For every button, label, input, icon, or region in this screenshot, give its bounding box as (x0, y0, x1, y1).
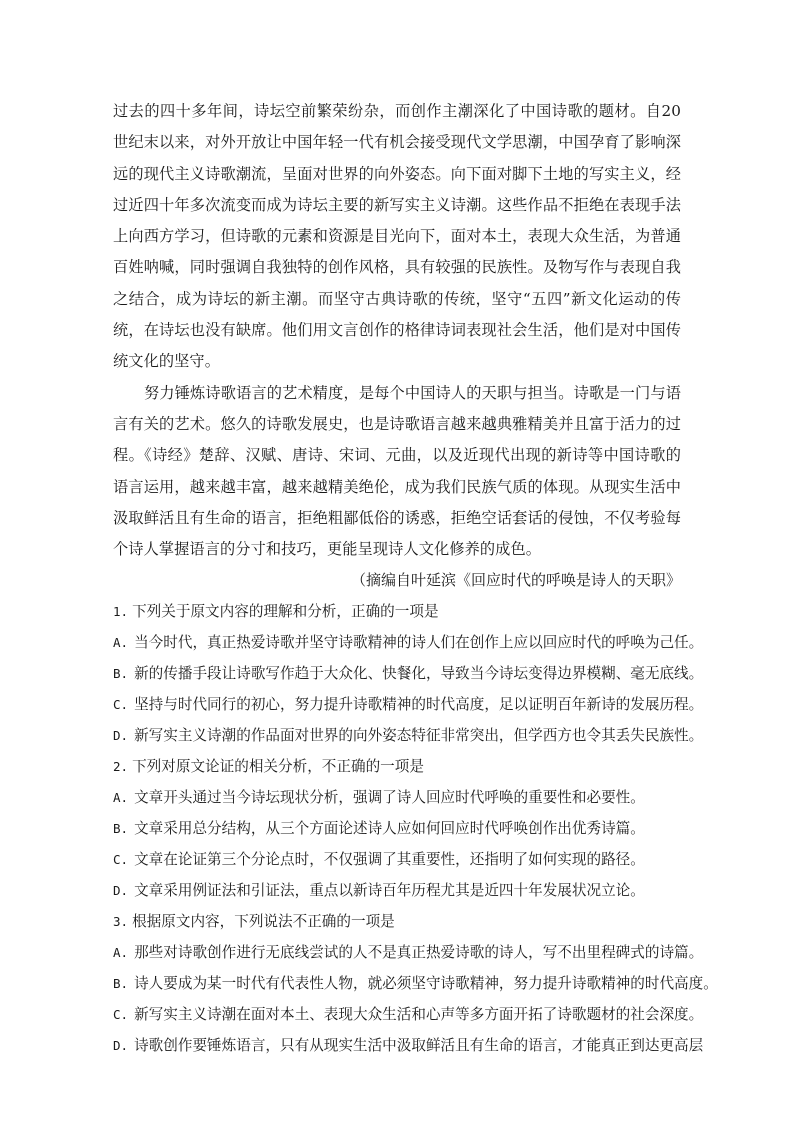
option-key: C. (113, 697, 129, 713)
passage-paragraph-2: 努力锤炼诗歌语言的艺术精度，是每个中国诗人的天职与担当。诗歌是一门与语言有关的艺术。悠久的诗歌发展史，也是诗歌语言越来越典雅精美并且富于活力的过程。《诗经》楚辞、汉赋、唐诗、宋词、元曲，以及近现代出现的新诗等中国诗歌的语言运用，越来越丰富，越来越精美绝伦，成为我们民族气质的体现。从现实生活中汲取鲜活且有生命的语言，拒绝粗鄙低俗的诱惑，拒绝空话套话的侵蚀，不仅考验每个诗人掌握语言的分寸和技巧，更能呈现诗人文化修养的成色。 (113, 383, 681, 559)
option-text: 文章在论证第三个分论点时，不仅强调了其重要性，还指明了如何实现的路径。 (134, 851, 645, 869)
question-number: 1. (113, 604, 129, 620)
question-stem (113, 906, 681, 937)
question-2 (113, 751, 681, 906)
question-text: 下列对原文论证的相关分析，不正确的一项是 (132, 758, 424, 776)
option-key: D. (113, 883, 129, 899)
option-a (113, 782, 681, 813)
option-text: 新的传播手段让诗歌写作趋于大众化、快餐化，导致当今诗坛变得边界模糊、毫无底线。 (134, 665, 704, 683)
question-number: 2. (113, 759, 129, 775)
option-text: 文章开头通过当今诗坛现状分析，强调了诗人回应时代呼唤的重要性和必要性。 (134, 789, 645, 807)
option-d (113, 1030, 704, 1061)
option-text: 诗歌创作要锤炼语言，只有从现实生活中汲取鲜活且有生命的语言，才能真正到达更高层 (134, 1037, 704, 1055)
option-key: A. (113, 945, 129, 961)
question-text: 根据原文内容，下列说法不正确的一项是 (132, 913, 395, 931)
option-text: 那些对诗歌创作进行无底线尝试的人不是真正热爱诗歌的诗人，写不出里程碑式的诗篇。 (134, 944, 704, 962)
passage-paragraph-1: 过去的四十多年间，诗坛空前繁荣纷杂，而创作主潮深化了中国诗歌的题材。自20世纪末以来，对外开放让中国年轻一代有机会接受现代文学思潮，中国孕育了影响深远的现代主义诗歌潮流，呈面对世界的向外姿态。向下面对脚下土地的写实主义，经过近四十年多次流变而成为诗坛主要的新写实主义诗潮。这些作品不拒绝在表现手法上向西方学习，但诗歌的元素和资源是目光向下，面对本土，表现大众生活，为普通百姓呐喊，同时强调自我独特的创作风格，具有较强的民族性。及物写作与表现自我之结合，成为诗坛的新主潮。而坚守古典诗歌的传统，坚守“五四”新文化运动的传统，在诗坛也没有缺席。他们用文言创作的格律诗词表现社会生活，他们是对中国传统文化的坚守。 (113, 102, 681, 371)
option-key: B. (113, 821, 129, 837)
question-3 (113, 906, 718, 1061)
option-text: 新写实主义诗潮在面对本土、表现大众生活和心声等多方面开拓了诗歌题材的社会深度。 (134, 1006, 704, 1024)
option-text: 文章采用例证法和引证法，重点以新诗百年历程尤其是近四十年发展状况立论。 (134, 882, 645, 900)
option-key: C. (113, 852, 129, 868)
option-key: C. (113, 1007, 129, 1023)
question-number: 3. (113, 914, 129, 930)
option-c (113, 999, 704, 1030)
passage-source: （摘编自叶延滨《回应时代的呼唤是诗人的天职》 (350, 571, 681, 590)
option-a (113, 937, 704, 968)
option-text: 坚持与时代同行的初心，努力提升诗歌精神的时代高度，足以证明百年新诗的发展历程。 (134, 696, 704, 714)
option-text: 文章采用总分结构，从三个方面论述诗人应如何回应时代呼唤创作出优秀诗篇。 (134, 820, 645, 838)
option-a (113, 627, 704, 658)
option-c (113, 689, 704, 720)
option-b (113, 813, 681, 844)
question-text: 下列关于原文内容的理解和分析，正确的一项是 (132, 603, 439, 621)
exam-page (113, 96, 718, 1061)
question-stem (113, 751, 681, 782)
option-text: 诗人要成为某一时代有代表性人物，就必须坚守诗歌精神，努力提升诗歌精神的时代高度。 (134, 975, 718, 993)
option-text: 新写实主义诗潮的作品面对世界的向外姿态特征非常突出，但学西方也令其丢失民族性。 (134, 727, 704, 745)
option-key: A. (113, 790, 129, 806)
option-d (113, 875, 681, 906)
option-b (113, 968, 718, 999)
option-key: B. (113, 976, 129, 992)
option-key: A. (113, 635, 129, 651)
option-key: D. (113, 728, 129, 744)
option-b (113, 658, 704, 689)
question-stem (113, 596, 681, 627)
option-c (113, 844, 681, 875)
question-1 (113, 596, 704, 751)
option-key: D. (113, 1038, 129, 1054)
option-d (113, 720, 704, 751)
option-text: 当今时代，真正热爱诗歌并坚守诗歌精神的诗人们在创作上应以回应时代的呼唤为己任。 (134, 634, 704, 652)
option-key: B. (113, 666, 129, 682)
